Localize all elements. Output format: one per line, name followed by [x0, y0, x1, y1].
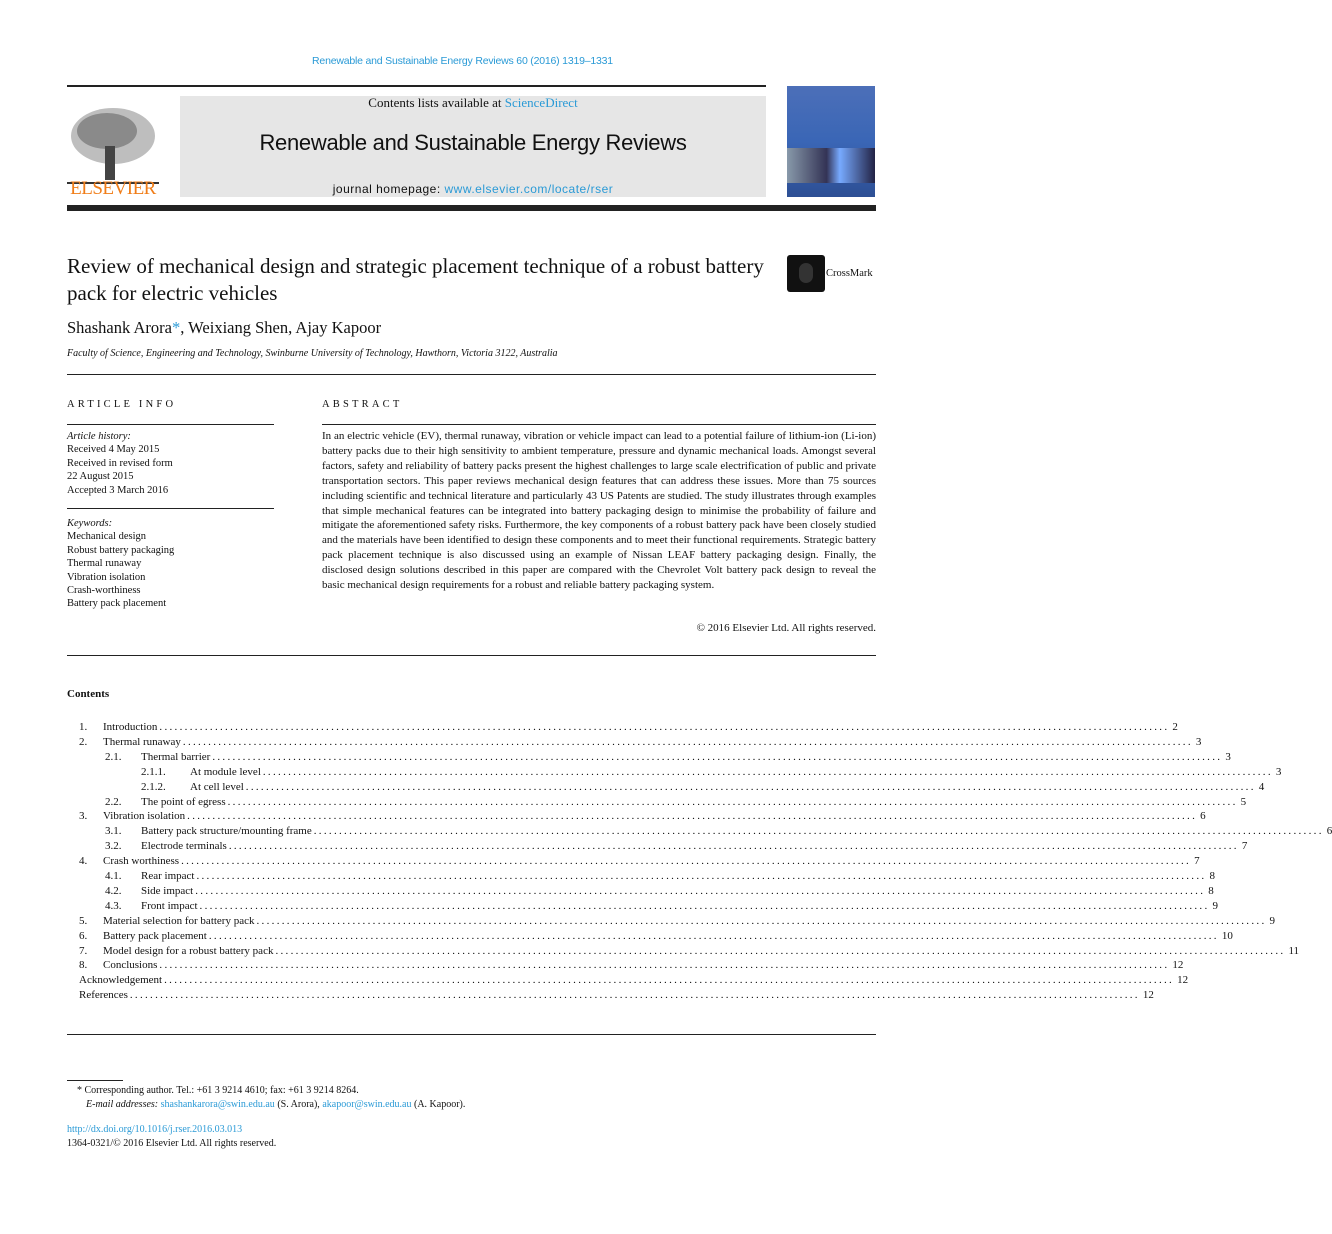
- toc-dot-leader: ........................................................................................................................................................................................................: [275, 944, 1286, 957]
- homepage-link[interactable]: www.elsevier.com/locate/rser: [444, 182, 614, 196]
- divider: [67, 424, 274, 425]
- toc-label-line: [141, 884, 1214, 897]
- toc-label[interactable]: Crash worthiness: [103, 855, 180, 868]
- sciencedirect-link[interactable]: ScienceDirect: [504, 95, 578, 110]
- toc-entry[interactable]: [0, 959, 1184, 974]
- crossmark-label[interactable]: CrossMark: [826, 268, 873, 279]
- toc-page-number: 12: [1177, 974, 1189, 987]
- divider: [67, 655, 876, 656]
- toc-label-line: [141, 750, 1231, 763]
- journal-homepage: [180, 182, 766, 196]
- article-info-heading: ARTICLE INFO: [67, 399, 177, 410]
- toc-entry[interactable]: [0, 810, 1206, 825]
- toc-entry[interactable]: [0, 765, 1282, 781]
- contents-available: [180, 95, 766, 111]
- history-item: Received 4 May 2015: [67, 444, 160, 456]
- cover-photo: [787, 148, 875, 183]
- toc-page-number: 2: [1172, 721, 1178, 733]
- toc-label-line: [103, 944, 1300, 957]
- homepage-prefix: journal homepage:: [332, 182, 445, 196]
- divider: [67, 1034, 876, 1035]
- toc-label[interactable]: Introduction: [103, 721, 158, 733]
- toc-entry[interactable]: [0, 929, 1233, 945]
- toc-page-number: 7: [1241, 840, 1248, 853]
- toc-dot-leader: ........................................................................................................................................................................................................: [228, 840, 1239, 853]
- keywords: [67, 517, 174, 611]
- abstract-heading: ABSTRACT: [322, 399, 403, 410]
- toc-dot-leader: ........................................................................................................................................................................................................: [262, 765, 1273, 778]
- article-history: [67, 430, 173, 497]
- abstract-text: In an electric vehicle (EV), thermal runaway, vibration or vehicle impact can lead to a potential failure of lithium-ion (Li-ion) battery packs due to their high sensitivity to ambient temperature, pressure and dynamic mechanical loads. Amongst several factors, safety and reliability of battery packs present the highest challenges to large scale electrification of public and private transportation sectors. This paper reviews mechanical design features that can address these issues. More than 75 sources including scientific and technical literature and particularly 43 US Patents are studied. The study illustrates through examples that simple mechanical features can be integrated into battery packaging design to minimise the probability of failure and mitigate the aforementioned safety risks. Furthermore, the key components of a robust battery pack have been closely studied and the materials have been identified to design these components and to meet their functional requirements. Strategic battery pack placement technique is also discussed using an example of Nissan LEAF battery packaging design. Finally, the disclosed design solutions described in this paper are compared with the Chevrolet Volt battery pack design to reveal the basic mechanical design requirements for a robust and reliable battery packaging system.: [322, 430, 876, 592]
- corresponding-author-marker[interactable]: *: [171, 318, 181, 337]
- toc-number: 1.: [79, 721, 88, 733]
- toc-dot-leader: ........................................................................................................................................................................................................: [181, 855, 1192, 868]
- toc-label[interactable]: Side impact: [141, 884, 194, 897]
- toc-label[interactable]: References: [79, 989, 128, 1002]
- toc-dot-leader: ........................................................................................................................................................................................................: [182, 735, 1193, 748]
- history-item: Accepted 3 March 2016: [67, 484, 169, 496]
- toc-dot-leader: ........................................................................................................................................................................................................: [227, 795, 1238, 808]
- toc-label[interactable]: Rear impact: [141, 870, 195, 882]
- toc-label-line: [103, 855, 1200, 868]
- toc-label-line: [190, 780, 1265, 793]
- toc-entry[interactable]: [0, 780, 1265, 796]
- toc-number: 8.: [79, 959, 88, 972]
- toc-number: 3.2.: [105, 840, 122, 853]
- toc-number: 4.2.: [105, 884, 122, 897]
- article-title: Review of mechanical design and strategic placement technique of a robust battery pack for electric vehicles: [67, 254, 764, 305]
- toc-dot-leader: ........................................................................................................................................................................................................: [159, 959, 1170, 972]
- abstract-copyright: © 2016 Elsevier Ltd. All rights reserved.: [696, 622, 876, 634]
- toc-label-line: [141, 899, 1219, 912]
- toc-page-number: 8: [1209, 870, 1215, 882]
- toc-page-number: 10: [1221, 929, 1233, 942]
- toc-dot-leader: ........................................................................................................................................................................................................: [313, 825, 1324, 838]
- footnote-star: *: [77, 1085, 82, 1096]
- toc-number: 2.2.: [105, 795, 122, 808]
- toc-page-number: 9: [1212, 899, 1219, 912]
- crossmark-icon[interactable]: [787, 255, 825, 292]
- toc-label[interactable]: Vibration isolation: [103, 810, 186, 823]
- toc-dot-leader: ........................................................................................................................................................................................................: [159, 721, 1170, 733]
- toc-entry[interactable]: [0, 855, 1200, 870]
- keywords-label: Keywords:: [67, 518, 113, 529]
- toc-page-number: 4: [1258, 780, 1265, 793]
- journal-title: Renewable and Sustainable Energy Reviews: [259, 130, 687, 155]
- header-rule: [67, 85, 766, 87]
- toc-label[interactable]: Conclusions: [103, 959, 158, 972]
- toc-entry[interactable]: [0, 899, 1219, 915]
- issn-copyright: 1364-0321/© 2016 Elsevier Ltd. All rights reserved.: [67, 1138, 277, 1149]
- toc-entry[interactable]: [0, 825, 1332, 840]
- divider: [322, 424, 876, 425]
- keyword: Vibration isolation: [67, 571, 146, 583]
- toc-label[interactable]: Battery pack placement: [103, 929, 207, 942]
- toc-label[interactable]: At cell level: [190, 780, 244, 793]
- toc-number: 3.: [79, 810, 88, 823]
- toc-entry[interactable]: [0, 735, 1202, 751]
- toc-page-number: 9: [1269, 914, 1275, 927]
- toc-page-number: 6: [1326, 825, 1332, 838]
- toc-dot-leader: ........................................................................................................................................................................................................: [208, 929, 1219, 942]
- toc-label[interactable]: Electrode terminals: [141, 840, 227, 853]
- toc-label-line: [103, 810, 1206, 823]
- toc-page-number: 5: [1240, 795, 1247, 808]
- toc-label[interactable]: Battery pack structure/mounting frame: [141, 825, 312, 838]
- author-arora: Shashank Arora: [67, 318, 172, 337]
- toc-entry[interactable]: [0, 870, 1215, 885]
- toc-label-line: [141, 795, 1247, 808]
- keyword: Robust battery packaging: [67, 544, 175, 556]
- toc-label[interactable]: The point of egress: [141, 795, 226, 808]
- toc-entry[interactable]: [0, 974, 1189, 989]
- banner-thick-rule: [67, 205, 876, 211]
- toc-label-line: [79, 989, 1154, 1002]
- keyword: Mechanical design: [67, 531, 147, 543]
- toc-dot-leader: ........................................................................................................................................................................................................: [195, 884, 1206, 897]
- toc-number: 4.1.: [105, 870, 122, 882]
- toc-entry[interactable]: [0, 914, 1275, 930]
- toc-number: 7.: [79, 944, 88, 957]
- toc-label-line: [103, 914, 1275, 927]
- contents-prefix: Contents lists available at: [368, 95, 505, 110]
- history-label: Article history:: [67, 431, 131, 442]
- toc-label[interactable]: Material selection for battery pack: [103, 914, 255, 927]
- journal-cover-image: [787, 86, 875, 197]
- toc-page-number: 8: [1208, 884, 1214, 897]
- keyword: Battery pack placement: [67, 598, 167, 610]
- toc-number: 3.1.: [105, 825, 122, 838]
- toc-entry[interactable]: [0, 840, 1248, 855]
- email-owner: (S. Arora),: [274, 1099, 323, 1110]
- email-label: E-mail addresses:: [86, 1099, 161, 1110]
- toc-label[interactable]: Thermal runaway: [103, 735, 181, 748]
- toc-page-number: 12: [1142, 989, 1154, 1002]
- toc-dot-leader: ........................................................................................................................................................................................................: [212, 750, 1223, 763]
- toc-label-line: [103, 929, 1233, 942]
- toc-entry[interactable]: [0, 750, 1231, 766]
- toc-number: 6.: [79, 929, 88, 942]
- contents-heading: Contents: [67, 688, 110, 700]
- toc-label-line: [79, 974, 1189, 987]
- toc-number: 4.: [79, 855, 88, 868]
- authors-rest: , Weixiang Shen, Ajay Kapoor: [180, 318, 382, 337]
- toc-dot-leader: ........................................................................................................................................................................................................: [256, 914, 1267, 927]
- toc-entry[interactable]: [0, 989, 1154, 1004]
- toc-page-number: 7: [1194, 855, 1200, 868]
- email-arora-link[interactable]: shashankarora@swin.edu.au: [160, 1099, 275, 1110]
- toc-number: 2.1.: [105, 750, 122, 763]
- corresponding-author: Corresponding author. Tel.: +61 3 9214 4610; fax: +61 3 9214 8264.: [82, 1085, 359, 1096]
- email-kapoor-link[interactable]: akapoor@swin.edu.au: [322, 1099, 412, 1110]
- toc-dot-leader: ........................................................................................................................................................................................................: [199, 899, 1210, 912]
- history-item: Received in revised form: [67, 457, 173, 469]
- toc-page-number: 3: [1275, 765, 1282, 778]
- toc-label[interactable]: Acknowledgement: [79, 974, 163, 987]
- toc-number: 5.: [79, 914, 88, 927]
- toc-label-line: [190, 765, 1282, 778]
- toc-dot-leader: ........................................................................................................................................................................................................: [187, 810, 1198, 823]
- toc-entry[interactable]: [0, 944, 1300, 960]
- toc-page-number: 3: [1195, 735, 1202, 748]
- toc-label[interactable]: Front impact: [141, 899, 198, 912]
- toc-entry[interactable]: [0, 795, 1247, 811]
- toc-label[interactable]: At module level: [190, 765, 261, 778]
- crossmark-glyph: [799, 263, 813, 283]
- divider: [67, 508, 274, 509]
- toc-dot-leader: ........................................................................................................................................................................................................: [245, 780, 1256, 793]
- authors: [67, 318, 381, 338]
- toc-label-line: [141, 870, 1215, 882]
- keyword: Crash-worthiness: [67, 585, 141, 597]
- divider: [67, 374, 876, 375]
- toc-label-line: [103, 735, 1202, 748]
- keyword: Thermal runaway: [67, 558, 142, 570]
- toc-label[interactable]: Thermal barrier: [141, 750, 211, 763]
- toc-page-number: 3: [1225, 750, 1231, 763]
- toc-dot-leader: ........................................................................................................................................................................................................: [129, 989, 1140, 1002]
- toc-number: 4.3.: [105, 899, 122, 912]
- footnote: [67, 1084, 465, 1112]
- toc-page-number: 6: [1200, 810, 1206, 823]
- toc-label-line: [103, 721, 1178, 733]
- footnote-rule: [67, 1080, 123, 1081]
- doi-link[interactable]: http://dx.doi.org/10.1016/j.rser.2016.03.013: [67, 1124, 243, 1135]
- history-item: 22 August 2015: [67, 471, 134, 483]
- toc-dot-leader: ........................................................................................................................................................................................................: [164, 974, 1175, 987]
- toc-entry[interactable]: [0, 721, 1178, 736]
- toc-number: 2.: [79, 735, 88, 748]
- toc-entry[interactable]: [0, 884, 1214, 900]
- toc-dot-leader: ........................................................................................................................................................................................................: [196, 870, 1207, 882]
- toc-page-number: 12: [1172, 959, 1184, 972]
- toc-page-number: 11: [1288, 944, 1300, 957]
- toc-label-line: [141, 825, 1332, 838]
- email-owner: (A. Kapoor).: [411, 1099, 466, 1110]
- toc-label[interactable]: Model design for a robust battery pack: [103, 944, 274, 957]
- toc-number: 2.1.2.: [141, 780, 166, 793]
- elsevier-wordmark: ELSEVIER: [70, 178, 156, 199]
- toc-number: 2.1.1.: [141, 765, 166, 778]
- journal-citation-link[interactable]: Renewable and Sustainable Energy Reviews 60 (2016) 1319–1331: [312, 55, 613, 67]
- affiliation: Faculty of Science, Engineering and Technology, Swinburne University of Technology, Hawthorn, Victoria 3122, Australia: [67, 348, 558, 359]
- doi-block: [67, 1123, 276, 1151]
- toc-label-line: [141, 840, 1248, 853]
- toc-label-line: [103, 959, 1184, 972]
